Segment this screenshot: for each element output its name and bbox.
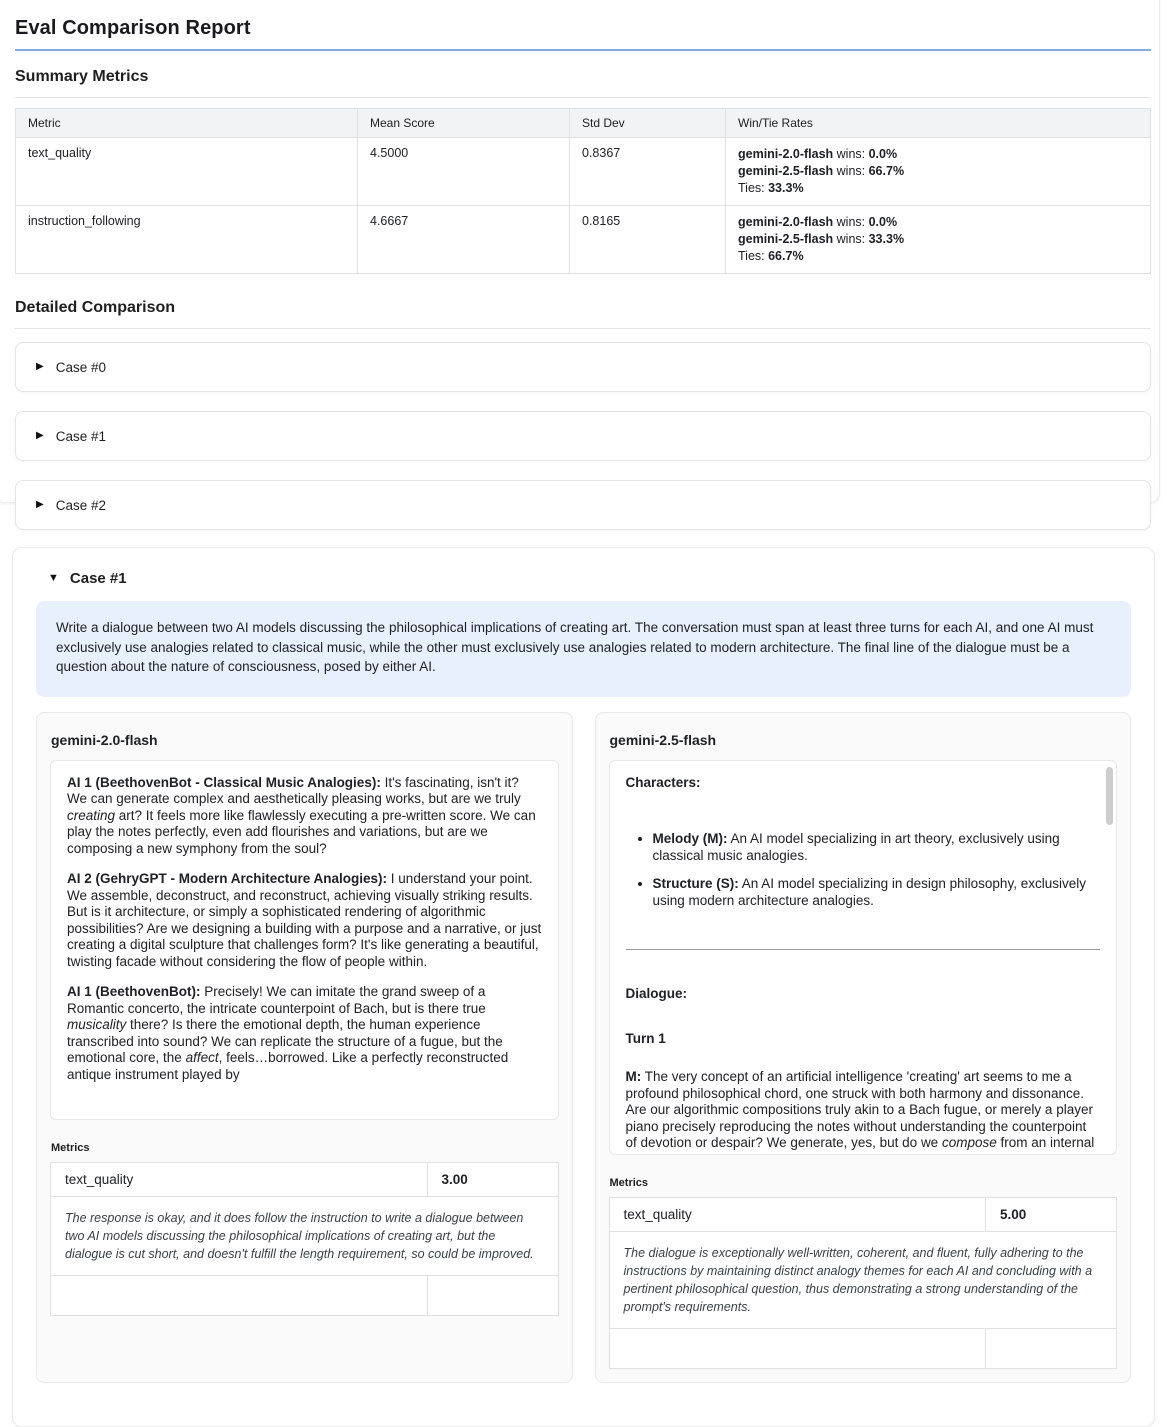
- case-list: [15, 342, 1151, 530]
- case-row-label: Case #2: [55, 497, 106, 513]
- response-box[interactable]: [609, 760, 1118, 1155]
- case-row-label: Case #0: [55, 359, 106, 375]
- response-paragraph: AI 1 (BeethovenBot): Precisely! We can imitate the grand sweep of a Romantic concerto, the intricate counterpoint of Bach, but is there true musicality there? Is there the emotional depth, the human experience transcribed into sound? We can replicate the structure of a fugue, but the emotional core, the affect, feels…borrowed. Like a perfectly reconstructed antique instrument played by: [67, 984, 509, 1082]
- response-bullet-list: [626, 831, 1101, 909]
- win-rate-line: gemini-2.0-flash wins: 0.0%: [738, 215, 898, 229]
- metric-row-partial: [51, 1276, 558, 1316]
- response-paragraph: AI 1 (BeethovenBot - Classical Music Analogies): It's fascinating, isn't it? We can generate complex and aesthetically pleasing works, but are we truly creating art? It feels more like flawlessly executing a pre-written score. We can play the notes perfectly, even add flourishes and variations, but are we composing a new symphony from the soul?: [67, 774, 536, 856]
- win-rate-line: Ties: 33.3%: [738, 181, 804, 195]
- metric-score: [985, 1329, 1116, 1368]
- response-bullet: • Structure (S): An AI model specializing in design philosophy, exclusively using modern architecture analogies.: [653, 876, 1101, 909]
- win-rate-line: gemini-2.0-flash wins: 0.0%: [738, 147, 898, 161]
- metric-score: 5.00: [985, 1198, 1116, 1231]
- case-detail-card: [12, 547, 1155, 1427]
- candidate-column: [36, 712, 573, 1383]
- response-paragraph: Turn 1: [625, 1030, 666, 1046]
- collapse-triangle-icon: ▶: [36, 361, 44, 372]
- expand-triangle-icon: ▼: [48, 572, 59, 584]
- scrollbar-thumb[interactable]: [1106, 767, 1113, 825]
- case-row[interactable]: [15, 480, 1151, 530]
- collapse-triangle-icon: ▶: [36, 430, 44, 441]
- page-title: Eval Comparison Report: [15, 15, 1151, 51]
- case-row-label: Case #1: [55, 428, 106, 444]
- summary-col-header: Mean Score: [358, 109, 570, 138]
- metrics-label: Metrics: [609, 1176, 649, 1189]
- metric-explanation: The dialogue is exceptionally well-written, coherent, and fluent, fully adhering to the instructions by maintaining distinct analogy themes for each AI and concluding with a pertinent philosophical question, thus demonstrating a strong understanding of the prompt's requirements.: [610, 1232, 1117, 1329]
- candidate-model-name: gemini-2.0-flash: [51, 731, 158, 748]
- summary-table-body: [16, 138, 1151, 274]
- metrics-table: [609, 1197, 1118, 1369]
- summary-header-row: [16, 109, 1151, 138]
- metric-name: text_quality: [623, 1206, 692, 1222]
- case-label: Case #1: [69, 570, 127, 587]
- metric-row: [610, 1198, 1117, 1232]
- candidate-column: [595, 712, 1132, 1383]
- summary-col-header: Std Dev: [570, 109, 726, 138]
- win-rate-line: gemini-2.5-flash wins: 33.3%: [738, 232, 905, 246]
- std-dev-cell: 0.8367: [570, 138, 726, 206]
- metric-score: 3.00: [427, 1163, 558, 1196]
- case-row[interactable]: [15, 342, 1151, 392]
- detailed-comparison-heading: Detailed Comparison: [15, 298, 1151, 329]
- metric-row: [51, 1163, 558, 1197]
- metric-name: text_quality: [65, 1171, 134, 1187]
- metric-cell: instruction_following: [16, 206, 358, 274]
- mean-score-cell: 4.5000: [358, 138, 570, 206]
- metrics-label: Metrics: [51, 1141, 90, 1154]
- std-dev-cell: 0.8165: [570, 206, 726, 274]
- metrics-table: [50, 1162, 559, 1316]
- case-row[interactable]: [15, 411, 1151, 461]
- summary-table: [15, 108, 1151, 274]
- metric-name: [610, 1329, 986, 1368]
- win-tie-rates-cell: [726, 206, 1151, 274]
- candidate-columns: [36, 712, 1131, 1383]
- win-rate-line: gemini-2.5-flash wins: 66.7%: [738, 164, 905, 178]
- response-paragraph: M: The very concept of an artificial intelligence 'creating' art seems to me a profound philosophical chord, one struck with both harmony and dissonance. Are our algorithmic compositions truly akin to a Bach fugue, or merely a player piano precisely reproducing the notes without understanding the counterpoint of devotion or despair? We generate, yes, but do we compose from an internal: [625, 1069, 1095, 1150]
- metric-row-partial: [610, 1329, 1117, 1369]
- mean-score-cell: 4.6667: [358, 206, 570, 274]
- metric-name: [51, 1276, 427, 1315]
- response-paragraph: AI 2 (GehryGPT - Modern Architecture Analogies): I understand your point. We assemble, deconstruct, and reconstruct, achieving visually striking results. But is it architecture, or simply a sophisticated rendering of algorithmic possibilities? Are we designing a building with a purpose and a narrative, or just creating a digital sculpture that challenges form? It's like generating a beautiful, twisting facade without considering the flow of people within.: [67, 871, 542, 969]
- metric-cell: text_quality: [16, 138, 358, 206]
- metric-score: [427, 1276, 558, 1315]
- response-paragraph: Dialogue:: [625, 986, 688, 1001]
- summary-col-header: Metric: [16, 109, 358, 138]
- summary-col-header: Win/Tie Rates: [726, 109, 1151, 138]
- candidate-model-name: gemini-2.5-flash: [609, 731, 717, 748]
- summary-row: [16, 138, 1151, 206]
- divider: [626, 949, 1101, 950]
- win-rate-line: Ties: 66.7%: [738, 249, 804, 263]
- prompt-box: Write a dialogue between two AI models discussing the philosophical implications of creating art. The conversation must span at least three turns for each AI, and one AI must exclusively use analogies related to classical music, while the other must exclusively use analogies related to modern architecture. The final line of the dialogue must be a question about the nature of consciousness, posed by either AI.: [36, 601, 1131, 697]
- metric-explanation: The response is okay, and it does follow the instruction to write a dialogue between two AI models discussing the philosophical implications of creating art, but the dialogue is cut short, and doesn't fulfill the length requirement, so could be improved.: [51, 1197, 558, 1276]
- response-paragraph: Characters:: [625, 774, 701, 790]
- collapse-triangle-icon: ▶: [36, 499, 44, 510]
- summary-metrics-heading: Summary Metrics: [15, 67, 1151, 98]
- win-tie-rates-cell: [726, 138, 1151, 206]
- response-bullet: • Melody (M): An AI model specializing in art theory, exclusively using classical music analogies.: [653, 831, 1101, 864]
- report-card: [0, 0, 1160, 513]
- case-expanded-header[interactable]: [36, 570, 1131, 587]
- summary-row: [16, 206, 1151, 274]
- response-box[interactable]: [50, 760, 559, 1120]
